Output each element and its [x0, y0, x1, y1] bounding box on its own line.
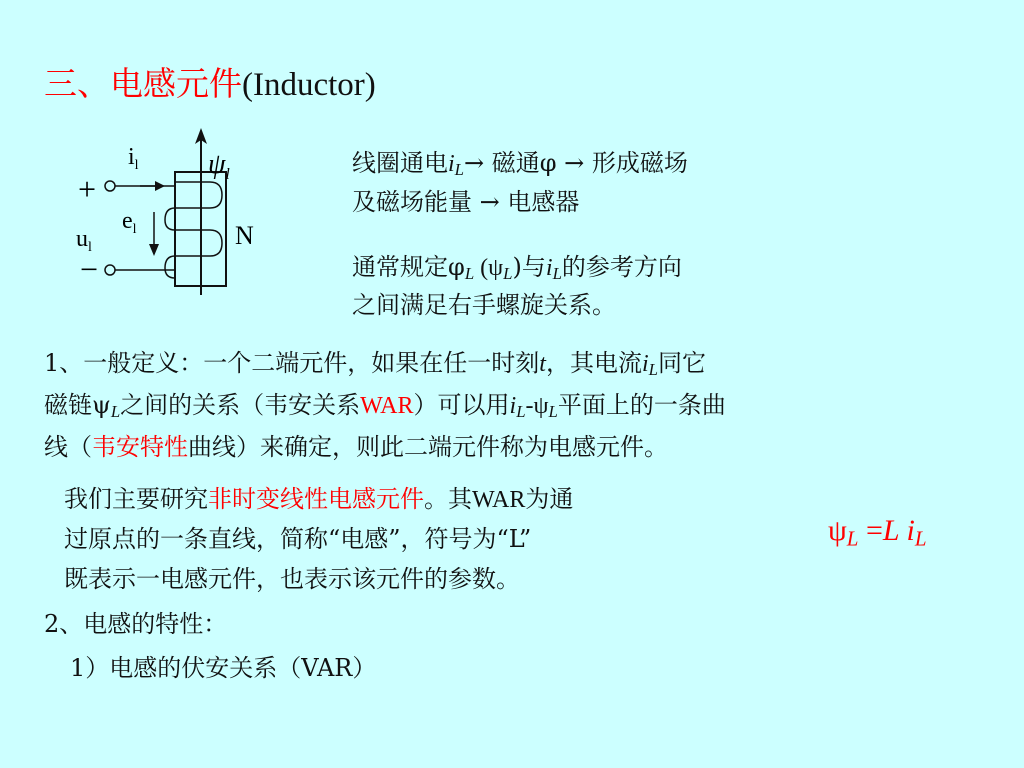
- intro-line-2: 及磁场能量 → 电感器: [352, 188, 580, 216]
- intro-line-1: 线圈通电$i_L\to$ 磁通φ → 形成磁场: [352, 149, 688, 180]
- page-title: [44, 58, 376, 105]
- coil-winding: [175, 230, 222, 256]
- minus-sign: −: [80, 251, 99, 287]
- intro2-line-2: 之间满足右手螺旋关系。: [352, 291, 616, 319]
- top-terminal: [105, 181, 115, 191]
- study-line-1: 我们主要研究非时变线性电感元件。其WAR为通: [64, 485, 574, 513]
- flux-linkage-label: $\psi_l$: [208, 149, 230, 183]
- coil-winding: [175, 182, 222, 208]
- bottom-terminal: [105, 265, 115, 275]
- inductor-diagram: [70, 120, 280, 310]
- coil-winding: [165, 208, 175, 230]
- study-line-3: 既表示一电感元件，也表示该元件的参数。: [64, 565, 520, 593]
- definition-line-3: 线（韦安特性曲线）来确定，则此二端元件称为电感元件。: [44, 433, 668, 461]
- definition-line-1: 1、一般定义：一个二端元件，如果在任一时刻t，其电流$i_L$同它: [44, 349, 706, 380]
- definition-line-2: 磁链$\psi_L$之间的关系（韦安关系WAR）可以用$i_L-\psi_L$平面上的一条曲: [44, 391, 726, 422]
- coil-winding: [165, 256, 175, 278]
- emf-label: $e_l$: [122, 208, 137, 237]
- intro2-line-1: 通常规定$\varphi_L$ $(\psi_L)$与$i_L$的参考方向: [352, 253, 682, 284]
- current-label: $i_l$: [128, 144, 139, 173]
- current-arrow-head: [155, 181, 165, 191]
- war-formula: $\psi_L =L$ $i_L$: [828, 514, 927, 551]
- title-cn: 三、电感元件: [44, 64, 242, 103]
- plus-sign: +: [78, 171, 97, 207]
- turns-label: N: [235, 221, 254, 250]
- section2-item-1: 1）电感的伏安关系（VAR）: [70, 654, 377, 682]
- voltage-label: $u_l$: [76, 226, 92, 255]
- study-line-2: 过原点的一条直线，简称“电感”，符号为“L”: [64, 525, 532, 553]
- emf-arrow-head: [149, 244, 159, 256]
- title-en: (Inductor): [242, 67, 376, 103]
- section2-heading: 2、电感的特性：: [44, 610, 228, 638]
